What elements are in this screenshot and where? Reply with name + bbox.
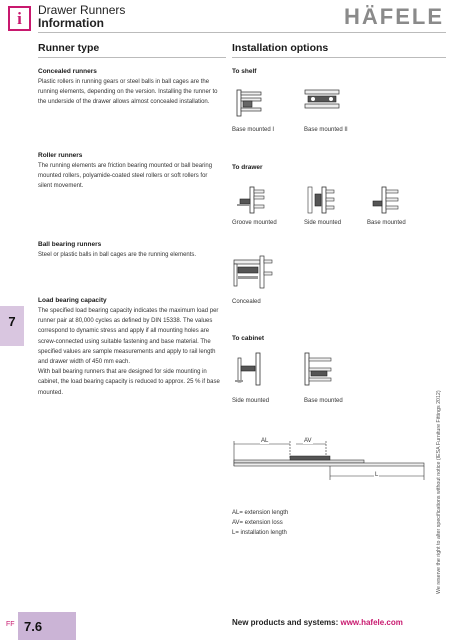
caption-base-mounted-cabinet: Base mounted [304,398,343,404]
installation-options-heading: Installation options [232,42,329,54]
dim-label-l: L [375,472,379,478]
left-heading-rule [38,57,226,58]
page-title: Drawer Runners [38,3,126,17]
section-text-concealed: Plastic rollers in running gears or steel balls in ball cages are the running elements, depending on the version. Installing the runner to the underside of the drawer allows almost concealed installation. [38,79,218,106]
base-mounted-drawer-illustration [370,186,400,214]
caption-side-mounted-drawer: Side mounted [304,220,342,226]
right-heading-rule [232,57,446,58]
section-title-roller: Roller runners [38,152,83,159]
base-mounted-1-illustration [236,86,264,118]
section-title-ball-bearing: Ball bearing runners [38,241,102,248]
section-text-ball-bearing: Steel or plastic balls in ball cages are the running elements. [38,252,197,258]
brand-logo: HÄFELE [344,4,444,29]
footer [232,618,403,627]
side-note: We reserve the right to alter specifications without notice (IESA Furniture Fittings 2012) [436,390,442,594]
runner-type-heading: Runner type [38,42,100,54]
section-title-load-bearing: Load bearing capacity [38,297,107,304]
caption-groove-mounted: Groove mounted [232,220,277,226]
dimension-legend: AL= extension length AV= extension loss L= installation length [232,510,289,537]
page-subtitle: Information [38,16,104,30]
to-drawer-label: To drawer [232,164,263,171]
to-cabinet-label: To cabinet [232,335,265,342]
base-mounted-cabinet-illustration [304,352,336,386]
page-prefix: FF [6,621,15,628]
caption-concealed: Concealed [232,299,261,305]
info-icon: i [8,6,31,31]
to-shelf-label: To shelf [232,68,257,75]
section-text-load-bearing: The specified load bearing capacity indicates the maximum load per runner pair at 80,000 cycles as defined by DIN 15338. The values correspond to dynamic stress and apply if all mounting holes are screw-connected using suitable fastening and base material. The specified values are sample measurements and apply to rail length and drawer width of 450 mm each. With ball bearing runners that are designed for side mounting in cabinet, the load bearing capacity is reduced to approx. 25 % if base mounted. [38,308,220,396]
groove-mounted-illustration [236,186,266,214]
base-mounted-2-illustration [304,88,340,114]
concealed-illustration [232,254,274,290]
caption-base-mounted-2: Base mounted II [304,127,348,133]
footer-url-link[interactable]: www.hafele.com [340,618,403,627]
dim-label-al: AL [261,438,269,444]
caption-side-mounted-cabinet: Side mounted [232,398,270,404]
caption-base-mounted-1: Base mounted I [232,127,275,133]
section-text-roller: The running elements are friction bearing mounted or ball bearing mounted rollers, polyamide-coated steel rollers or soft rollers for silent movement. [38,163,213,190]
caption-base-mounted-drawer: Base mounted [367,220,406,226]
header-divider [38,32,446,33]
chapter-number: 7 [8,314,16,329]
side-mounted-drawer-illustration [306,186,336,214]
side-mounted-cabinet-illustration [234,352,264,386]
page-number: 7.6 [24,619,43,634]
dim-label-av: AV [304,438,312,444]
section-title-concealed: Concealed runners [38,68,97,75]
footer-text: New products and systems: [232,618,341,627]
